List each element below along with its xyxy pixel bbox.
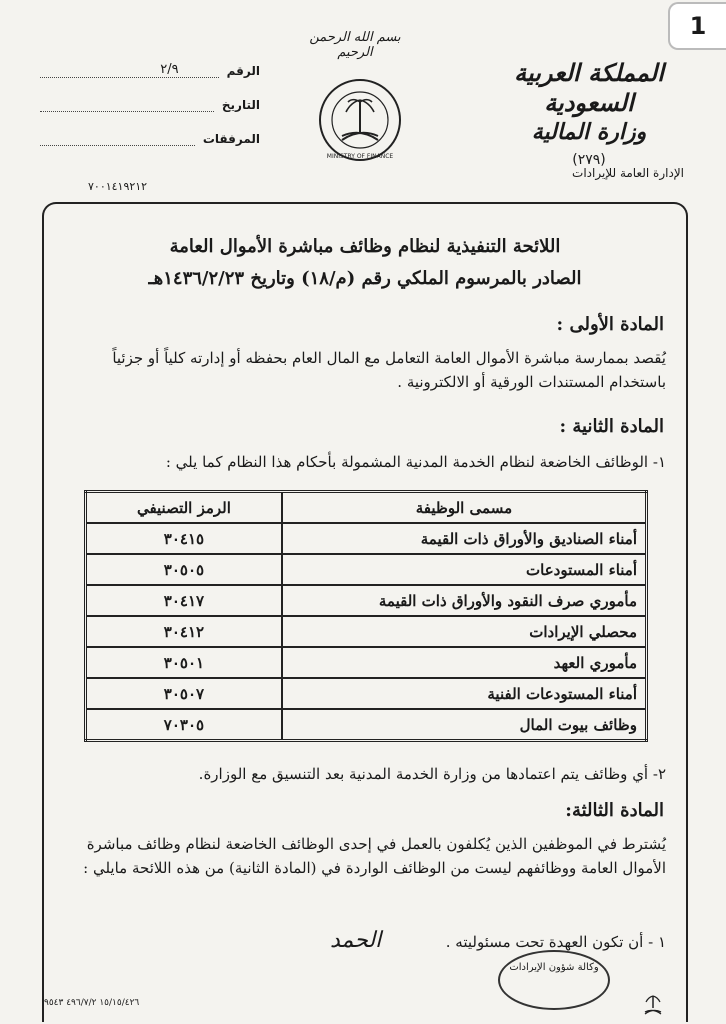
page-number: 1 [668,2,726,50]
article3-text: يُشترط في الموظفين الذين يُكلفون بالعمل في إحدى الوظائف الخاضعة لنظام وظائف مباشرة الأموال العامة ووظائفهم ليست من الوظائف الواردة في (المادة الثانية) من هذه اللائحة مايلي : [83,835,666,877]
kingdom-name: المملكة العربية السعودية [514,58,664,117]
job-code: ٣٠٥٠٥ [86,554,282,585]
ministry-code: (٢٧٩) [572,152,606,168]
article2-item2: ٢- أي وظائف يتم اعتمادها من وزارة الخدمة المدنية بعد التنسيق مع الوزارة. [198,765,666,783]
ministry-name: وزارة المالية [531,119,647,145]
official-stamp: وكالة شؤون الإيرادات [498,950,610,1010]
job-code: ٣٠٥٠١ [86,647,282,678]
job-code-header: الرمز التصنيفي [86,492,282,524]
table-row [86,554,647,585]
table-row [86,709,647,741]
job-code: ٣٠٤١٢ [86,616,282,647]
job-title: أمناء المستودعات الفنية [282,678,647,709]
job-code: ٣٠٤١٧ [86,585,282,616]
svg-text:MINISTRY OF FINANCE: MINISTRY OF FINANCE [326,153,394,160]
article1-heading: المادة الأولى : [556,314,664,335]
article2-item1: ١- الوظائف الخاضعة لنظام الخدمة المدنية المشمولة بأحكام هذا النظام كما يلي : [165,453,666,471]
job-title: أمناء المستودعات [282,554,647,585]
number-value: ٢/٩ [160,62,179,77]
date-label: التاريخ [221,98,260,112]
serial-number: ٧٠٠١٤١٩٢١٢ [88,180,148,193]
job-title: وظائف بيوت المال [282,709,647,741]
table-row [86,678,647,709]
basmala: بسم الله الرحمن الرحيم [309,30,401,60]
attachments-label: المرفقات [202,132,260,146]
job-code: ٣٠٥٠٧ [86,678,282,709]
attachments-field [40,126,260,146]
footer-emblem-icon [640,992,666,1018]
table-row [86,616,647,647]
doc-title-line2: الصادر بالمرسوم الملكي رقم (م/١٨) وتاريخ ١٤٣٦/٢/٢٣هـ [148,268,582,289]
job-title: مأموري العهد [282,647,647,678]
number-label: الرقم [226,64,260,78]
doc-title-line1: اللائحة التنفيذية لنظام وظائف مباشرة الأموال العامة [169,236,561,257]
table-header-row [86,492,647,524]
job-code: ٧٠٣٠٥ [86,709,282,741]
job-title: محصلي الإيرادات [282,616,647,647]
number-field [40,58,260,78]
table-row [86,523,647,554]
jobs-table [84,490,648,742]
signature: الحمد [330,928,382,953]
table-row [86,647,647,678]
job-title-header: مسمى الوظيفة [282,492,647,524]
job-title: أمناء الصناديق والأوراق ذات القيمة [282,523,647,554]
department-name: الإدارة العامة للإيرادات [572,166,684,180]
article3-item1: ١ - أن تكون العهدة تحت مسئوليته . [445,933,666,951]
job-title: مأموري صرف النقود والأوراق ذات القيمة [282,585,647,616]
article1-text: يُقصد بممارسة مباشرة الأموال العامة التعامل مع المال العام بحفظه أو إدارته كلياً أو جزئياً باستخدام المستندات الورقية أو الالكترونية . [112,349,666,391]
ministry-emblem-icon [318,78,402,162]
article2-heading: المادة الثانية : [559,416,664,437]
article3-heading: المادة الثالثة: [565,800,664,821]
job-code: ٣٠٤١٥ [86,523,282,554]
footer-reference: ١٥/١٥/٤٢٦ ٤٩٦/٧/٢ ٩٥٤٣ [44,998,140,1008]
table-row [86,585,647,616]
letterhead [494,58,684,168]
date-field [40,92,260,112]
